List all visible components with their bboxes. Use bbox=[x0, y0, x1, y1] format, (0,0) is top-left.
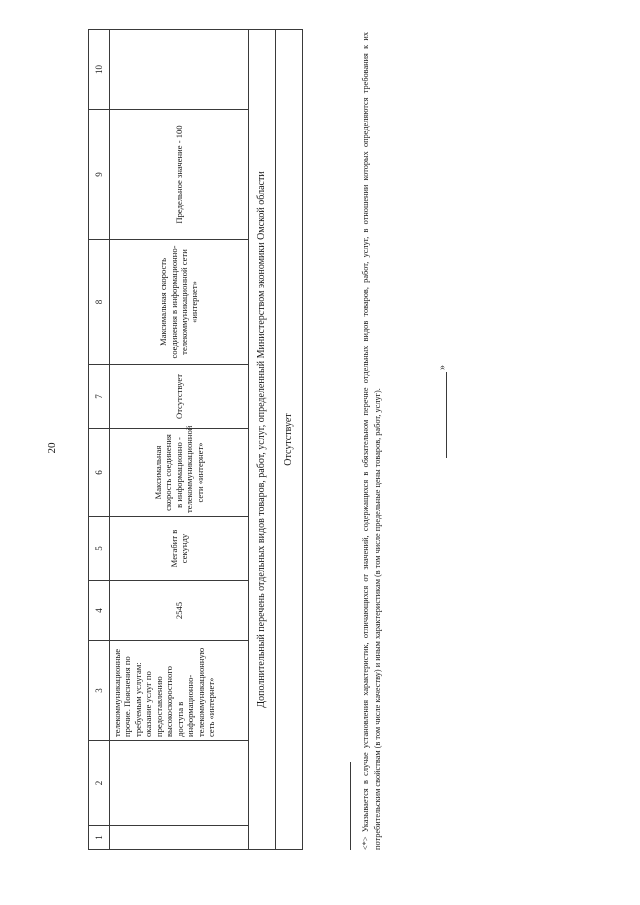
additional-list-heading-row bbox=[249, 30, 276, 850]
table-row bbox=[110, 30, 249, 850]
column-number: 9 bbox=[89, 110, 110, 240]
column-number: 6 bbox=[89, 429, 110, 517]
cell-characteristic: Максимальная скорость соединения в информационно - телекоммуникационной сети «интернет» bbox=[110, 429, 249, 517]
cell-col1 bbox=[110, 826, 249, 850]
column-number: 3 bbox=[89, 641, 110, 741]
page-number: 20 bbox=[46, 442, 58, 454]
column-number-row bbox=[89, 30, 110, 850]
column-number: 7 bbox=[89, 365, 110, 429]
cell-col10 bbox=[110, 30, 249, 110]
cell-value: Отсутствует bbox=[110, 365, 249, 429]
rotated-content bbox=[88, 30, 508, 850]
column-number: 4 bbox=[89, 581, 110, 641]
cell-service-description: телекоммуникационные прочие. Пояснения по требуемым услугам: оказание услуг по предоставлению высокоскоростного доступа в информационно-телекоммуникационную сеть «интернет» bbox=[110, 641, 249, 741]
closing-quote: » bbox=[437, 365, 448, 370]
cell-characteristic-alt: Максимальная скорость соединения в информационно-телекоммуникационной сети «интернет» bbox=[110, 240, 249, 365]
additional-list-value: Отсутствует bbox=[276, 30, 303, 850]
column-number: 1 bbox=[89, 826, 110, 850]
column-number: 2 bbox=[89, 741, 110, 826]
closing-underline bbox=[446, 372, 447, 458]
footnote-divider bbox=[350, 762, 351, 850]
additional-list-value-row bbox=[276, 30, 303, 850]
cell-limit-value: Предельное значение - 100 bbox=[110, 110, 249, 240]
column-number: 10 bbox=[89, 30, 110, 110]
cell-okei-code: 2545 bbox=[110, 581, 249, 641]
footnote-text: <*> Указывается в случае установления характеристик, отличающихся от значений, содержащихся в обязательном перечне отдельных видов товаров, работ, услуг, в отношении которых определяются требования к их потребительским свойствам (в том числе качеству) и иным характеристикам (в том числе предельные цены товаров, работ, услуг). bbox=[361, 32, 382, 850]
cell-col2 bbox=[110, 741, 249, 826]
additional-list-heading: Дополнительный перечень отдельных видов товаров, работ, услуг, определенный Министерством экономики Омской области bbox=[249, 30, 276, 850]
column-number: 8 bbox=[89, 240, 110, 365]
column-number: 5 bbox=[89, 517, 110, 581]
characteristics-table bbox=[88, 29, 303, 850]
cell-unit: Мегабит в секунду bbox=[110, 517, 249, 581]
